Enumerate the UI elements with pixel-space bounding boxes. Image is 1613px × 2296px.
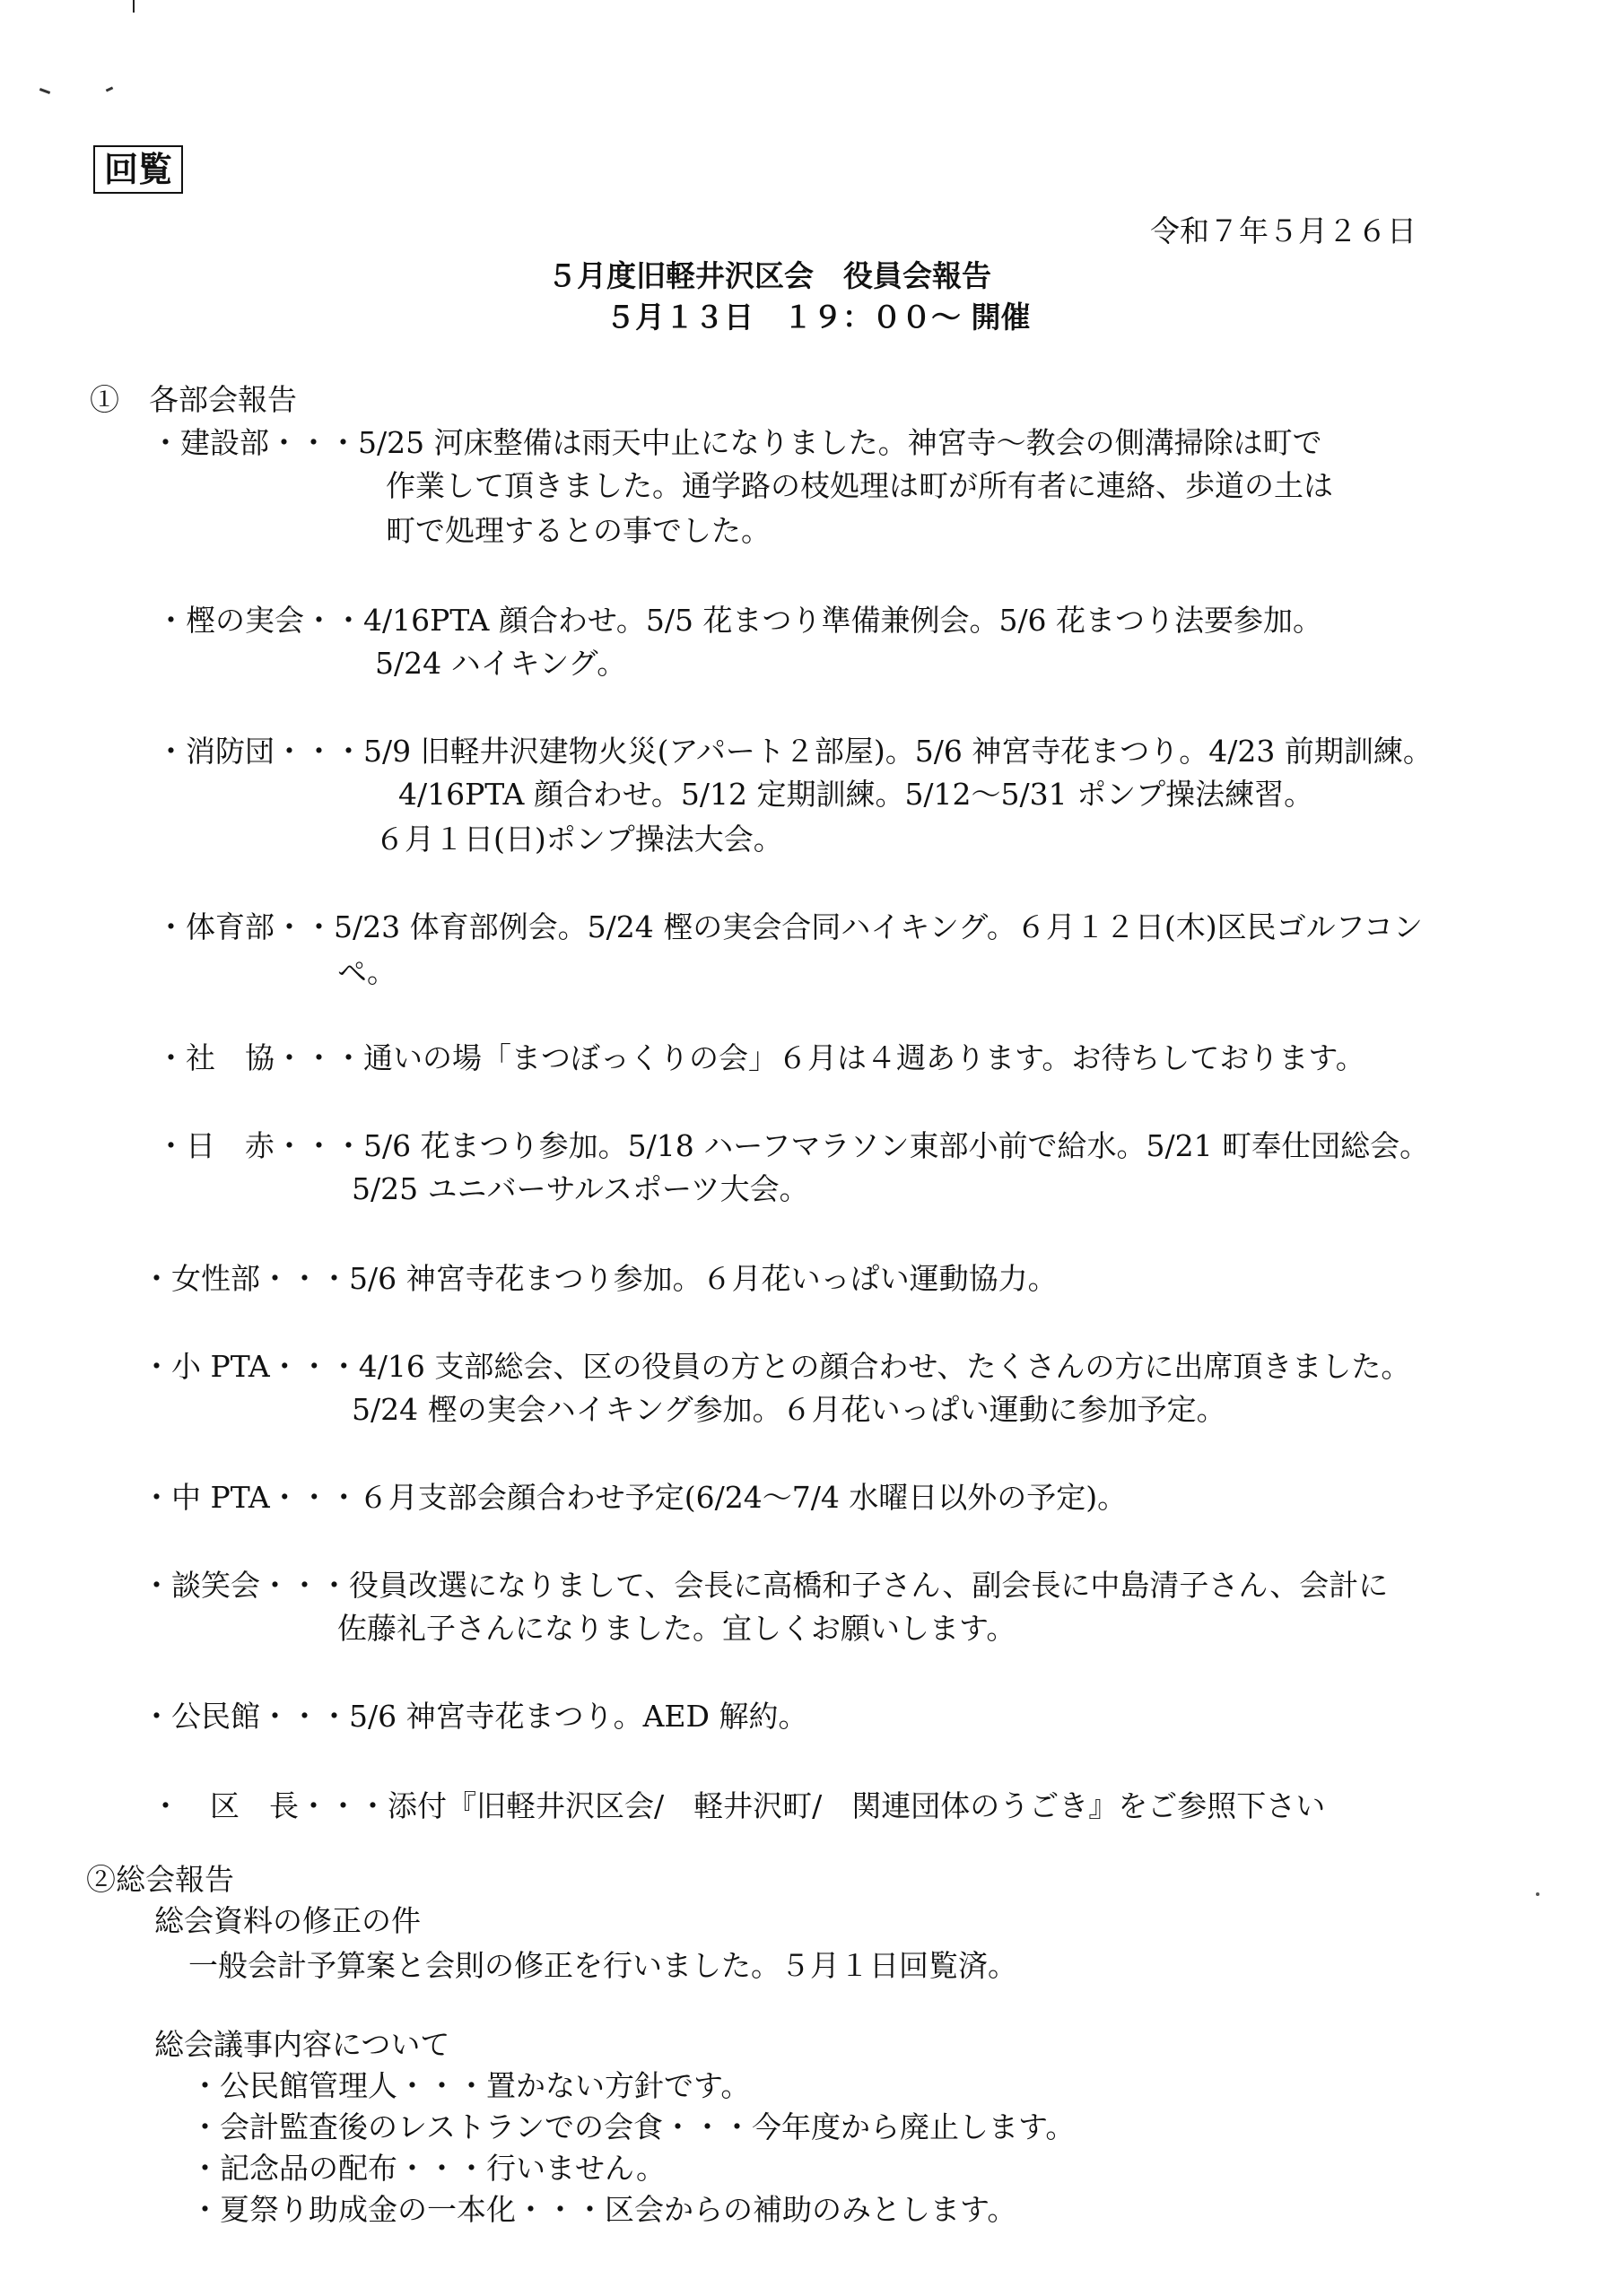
report-line-joseibu: ・女性部・・・5/6 神宮寺花まつり参加。６月花いっぱい運動協力。 bbox=[142, 1261, 1058, 1296]
report-line-shouboudan: ・消防団・・・5/9 旧軽井沢建物火災(アパート２部屋)。5/6 神宮寺花まつり。4/23 前期訓練。 bbox=[156, 734, 1433, 769]
report-line-kashinomikai-cont: 5/24 ハイキング。 bbox=[375, 646, 627, 681]
report-line-shouboudan-cont: 4/16PTA 顔合わせ。5/12 定期訓練。5/12～5/31 ポンプ操法練習。 bbox=[398, 777, 1314, 812]
report-line-danshoukai-cont: 佐藤礼子さんになりました。宜しくお願いします。 bbox=[337, 1611, 1016, 1646]
report-line-shakyo: ・社 協・・・通いの場「まつぼっくりの会」６月は４週あります。お待ちしております。 bbox=[156, 1040, 1365, 1075]
document-date: 令和７年５月２６日 bbox=[1150, 213, 1417, 248]
report-line-kensetsu-cont: 町で処理するとの事でした。 bbox=[386, 513, 771, 548]
section2-sub1-title: 総会資料の修正の件 bbox=[154, 1903, 421, 1938]
section1-heading: ① 各部会報告 bbox=[90, 382, 297, 417]
report-line-kensetsu: ・建設部・・・5/25 河床整備は雨天中止になりました。神宮寺～教会の側溝掃除は町で bbox=[151, 425, 1322, 460]
report-line-taiikubu-cont: ペ。 bbox=[337, 954, 397, 989]
scan-speck bbox=[39, 88, 50, 94]
report-line-kuchou: ・ 区 長・・・添付『旧軽井沢区会/ 軽井沢町/ 関連団体のうごき』をご参照下さい bbox=[151, 1788, 1326, 1823]
report-line-kouminkan: ・公民館・・・5/6 神宮寺花まつり。AED 解約。 bbox=[142, 1699, 808, 1734]
scan-speck bbox=[133, 0, 135, 13]
report-line-sho-pta: ・小 PTA・・・4/16 支部総会、区の役員の方との顔合わせ、たくさんの方に出席頂きました。 bbox=[142, 1349, 1411, 1384]
document-title: ５月度旧軽井沢区会 役員会報告 bbox=[547, 258, 991, 293]
scan-speck bbox=[1536, 1892, 1539, 1896]
report-line-danshoukai: ・談笑会・・・役員改選になりまして、会長に高橋和子さん、副会長に中島清子さん、会計に bbox=[142, 1568, 1389, 1603]
report-line-chu-pta: ・中 PTA・・・６月支部会顔合わせ予定(6/24～7/4 水曜日以外の予定)。 bbox=[142, 1480, 1128, 1515]
section2-heading: ②総会報告 bbox=[86, 1862, 234, 1897]
section2-sub2-item: ・公民館管理人・・・置かない方針です。 bbox=[190, 2068, 751, 2103]
report-line-nisseki-cont: 5/25 ユニバーサルスポーツ大会。 bbox=[352, 1171, 809, 1206]
report-line-kashinomikai: ・樫の実会・・4/16PTA 顔合わせ。5/5 花まつり準備兼例会。5/6 花まつり法要参加。 bbox=[156, 603, 1323, 638]
report-line-kensetsu-cont: 作業して頂きました。通学路の枝処理は町が所有者に連絡、歩道の土は bbox=[386, 468, 1333, 503]
report-line-shouboudan-cont: ６月１日(日)ポンプ操法大会。 bbox=[375, 822, 783, 857]
report-line-sho-pta-cont: 5/24 樫の実会ハイキング参加。６月花いっぱい運動に参加予定。 bbox=[352, 1392, 1226, 1427]
scan-speck bbox=[106, 86, 114, 91]
section2-sub1-body: 一般会計予算案と会則の修正を行いました。５月１日回覧済。 bbox=[188, 1948, 1017, 1983]
section2-sub2-item: ・会計監査後のレストランでの会食・・・今年度から廃止します。 bbox=[190, 2109, 1076, 2144]
document-subtitle: ５月１３日 １９：００～ 開催 bbox=[606, 300, 1031, 335]
section2-sub2-title: 総会議事内容について bbox=[154, 2027, 450, 2062]
report-line-taiikubu: ・体育部・・5/23 体育部例会。5/24 樫の実会合同ハイキング。６月１２日(木)区民ゴルフコン bbox=[156, 909, 1423, 944]
circulation-stamp: 回覧 bbox=[93, 145, 183, 194]
section2-sub2-item: ・記念品の配布・・・行いません。 bbox=[190, 2151, 666, 2186]
section2-sub2-item: ・夏祭り助成金の一本化・・・区会からの補助のみとします。 bbox=[190, 2192, 1017, 2227]
report-line-nisseki: ・日 赤・・・5/6 花まつり参加。5/18 ハーフマラソン東部小前で給水。5/21 町奉仕団総会。 bbox=[156, 1128, 1430, 1163]
